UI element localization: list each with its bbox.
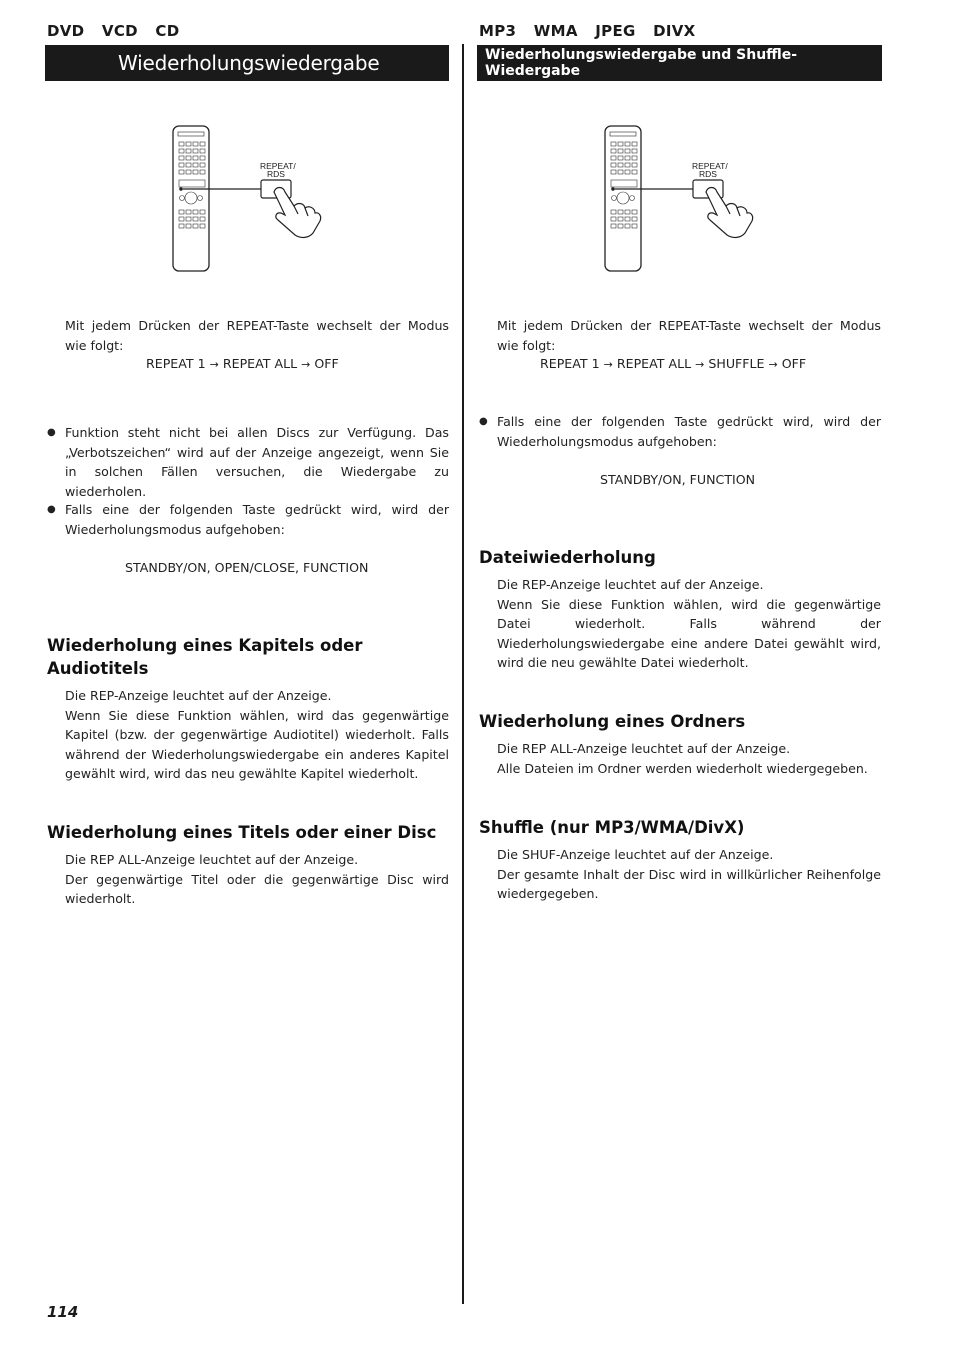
intro-text-left: Mit jedem Drücken der REPEAT-Taste wechselt der Modus wie folgt: (65, 318, 449, 353)
page-title-left: Wiederholungswiedergabe (118, 51, 380, 75)
pointing-hand-icon (274, 188, 321, 238)
section-heading-title: Wiederholung eines Titels oder einer Disc (47, 823, 437, 842)
remote-control-icon (170, 122, 330, 274)
paragraph: Der gegenwärtige Titel oder die gegenwärtige Disc wird wiederholt. (65, 871, 449, 906)
section-text-title (65, 850, 449, 909)
bullet-item-left-2 (47, 500, 449, 539)
paragraph: Wenn Sie diese Funktion wählen, wird das gegenwärtige Kapitel (bzw. der gegenwärtige Audiotitel) wiederholt. Falls während der Wiederholungswiedergabe ein anderes Kapitel gewählt wird, wird das neu gewählte Kapitel wiederholt. (65, 707, 449, 781)
right-arrow-icon: → (768, 358, 778, 371)
paragraph-line: Die REP-Anzeige leuchtet auf der Anzeige. (497, 577, 764, 592)
section-title-bar-right (477, 45, 882, 81)
repeat-button-label-line1: REPEAT/ (692, 161, 728, 171)
section-heading-file: Dateiwiederholung (479, 548, 656, 567)
pointing-hand-icon (706, 188, 753, 238)
paragraph-line: Die REP ALL-Anzeige leuchtet auf der Anzeige. (65, 852, 359, 867)
page-title-right: Wiederholungswiedergabe und Shuffle-Wiedergabe (485, 47, 798, 79)
paragraph-line: Die REP-Anzeige leuchtet auf der Anzeige. (65, 688, 332, 703)
right-arrow-icon: → (603, 358, 613, 371)
paragraph-line: Alle Dateien im Ordner werden wiederholt wiedergegeben. (497, 760, 868, 776)
bullet-text: Falls eine der folgenden Taste gedrückt wird, wird der Wiederholungsmodus aufgehoben: (497, 414, 881, 449)
section-text-shuffle (497, 845, 881, 904)
mode-repeat-1: REPEAT 1 (540, 356, 600, 371)
mode-off: OFF (314, 356, 339, 371)
cancel-keys-right: STANDBY/ON, FUNCTION (600, 472, 756, 487)
repeat-button-label-line1: REPEAT/ (260, 161, 296, 171)
column-divider (462, 44, 464, 1304)
bullet-item-left-1 (47, 423, 449, 501)
format-labels-left: DVD VCD CD (47, 22, 180, 40)
paragraph-line: Die SHUF-Anzeige leuchtet auf der Anzeige. (497, 847, 774, 862)
bullet-icon: ● (47, 504, 56, 515)
section-title-bar-left (45, 45, 449, 81)
format-labels-right: MP3 WMA JPEG DIVX (479, 22, 696, 40)
mode-repeat-1: REPEAT 1 (146, 356, 206, 371)
section-heading-folder: Wiederholung eines Ordners (479, 712, 746, 731)
remote-illustration-right (602, 122, 762, 278)
repeat-button-label-line2: RDS (699, 169, 717, 179)
section-text-chapter (65, 686, 449, 784)
intro-text-right: Mit jedem Drücken der REPEAT-Taste wechselt der Modus wie folgt: (497, 318, 881, 353)
mode-sequence-right (540, 354, 806, 375)
mode-shuffle: SHUFFLE (708, 356, 765, 371)
bullet-item-right-1 (479, 412, 881, 451)
right-arrow-icon: → (695, 358, 705, 371)
section-heading-shuffle: Shuffle (nur MP3/WMA/DivX) (479, 818, 745, 837)
bullet-icon: ● (479, 416, 488, 427)
heading-line: Audiotitels (47, 659, 149, 678)
mode-repeat-all: REPEAT ALL (222, 356, 298, 371)
remote-illustration-left (170, 122, 330, 278)
right-arrow-icon: → (209, 358, 219, 371)
bullet-text: Falls eine der folgenden Taste gedrückt wird, wird der Wiederholungsmodus aufgehoben: (65, 502, 449, 537)
section-text-file (497, 575, 881, 673)
repeat-button-label-line2: RDS (267, 169, 285, 179)
mode-sequence-left (146, 354, 339, 375)
section-text-folder (497, 739, 881, 778)
cancel-keys-left: STANDBY/ON, OPEN/CLOSE, FUNCTION (125, 560, 369, 575)
remote-control-icon (602, 122, 762, 274)
paragraph: Der gesamte Inhalt der Disc wird in willkürlicher Reihenfolge wiedergegeben. (497, 866, 881, 901)
section-heading-chapter (47, 634, 362, 680)
heading-line: Wiederholung eines Kapitels oder (47, 636, 363, 655)
mode-off: OFF (781, 356, 807, 371)
paragraph: Wenn Sie diese Funktion wählen, wird die gegenwärtige Datei wiederholt. Falls während der Wiederholungswiedergabe eine andere Datei gewählt wird, wird die neu gewählte Datei wiederholt. (497, 596, 881, 670)
right-arrow-icon: → (301, 358, 311, 371)
bullet-icon: ● (47, 427, 56, 438)
bullet-text: Funktion steht nicht bei allen Discs zur Verfügung. Das „Verbotszeichen“ wird auf der Anzeige angezeigt, wenn Sie in solchen Fällen versuchen, die Wiedergabe zu wiederholen. (65, 425, 449, 499)
paragraph-line: Die REP ALL-Anzeige leuchtet auf der Anzeige. (497, 741, 791, 756)
mode-repeat-all: REPEAT ALL (616, 356, 692, 371)
page-number: 114 (47, 1303, 79, 1321)
